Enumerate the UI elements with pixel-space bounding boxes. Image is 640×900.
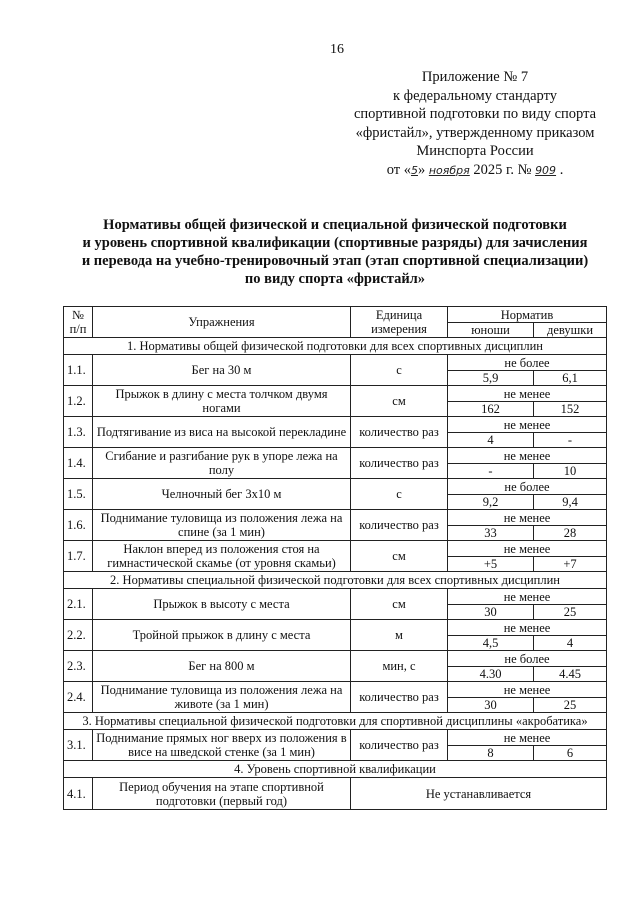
row-number: 2.2.	[64, 620, 93, 651]
table-row	[64, 417, 607, 433]
appendix-line: к федеральному стандарту	[393, 87, 557, 104]
norm-condition: не менее	[448, 386, 607, 402]
exercise-name: Поднимание туловища из положения лежа на спине (за 1 мин)	[93, 510, 351, 541]
exercise-name: Прыжок в высоту с места	[93, 589, 351, 620]
table-row	[64, 730, 607, 746]
boys-value: 4	[448, 433, 534, 448]
table-row	[64, 448, 607, 464]
boys-value: 4,5	[448, 636, 534, 651]
norm-condition: не менее	[448, 589, 607, 605]
norm-condition: не более	[448, 479, 607, 495]
header-exercise: Упражнения	[93, 307, 351, 338]
exercise-name: Прыжок в длину с места толчком двумя ногами	[93, 386, 351, 417]
header-unit: Единица измерения	[351, 307, 448, 338]
title-line: по виду спорта «фристайл»	[244, 271, 426, 287]
section-title: 2. Нормативы специальной физической подготовки для всех спортивных дисциплин	[64, 572, 607, 589]
unit: количество раз	[351, 448, 448, 479]
exercise-name: Поднимание прямых ног вверх из положения в висе на шведской стенке (за 1 мин)	[93, 730, 351, 761]
handwritten-order-number: 909	[535, 163, 557, 177]
row-number: 1.6.	[64, 510, 93, 541]
row-number: 2.4.	[64, 682, 93, 713]
header-num: № п/п	[64, 307, 93, 338]
date-prefix: от «	[386, 161, 411, 178]
page-number: 16	[330, 42, 344, 57]
norm-condition: не менее	[448, 730, 607, 746]
exercise-name: Тройной прыжок в длину с места	[93, 620, 351, 651]
boys-value: 9,2	[448, 495, 534, 510]
appendix-block	[340, 68, 610, 180]
table-row	[64, 682, 607, 698]
date-year: 2025 г. №	[473, 161, 532, 178]
exercise-name: Подтягивание из виса на высокой перекладине	[93, 417, 351, 448]
boys-value: 4.30	[448, 667, 534, 682]
title-line: Нормативы общей физической и специальной физической подготовки	[103, 217, 567, 233]
unit: количество раз	[351, 417, 448, 448]
unit: с	[351, 355, 448, 386]
row-number: 1.1.	[64, 355, 93, 386]
girls-value: 152	[534, 402, 607, 417]
table-row	[64, 651, 607, 667]
norm-condition: не менее	[448, 448, 607, 464]
table-row	[64, 589, 607, 605]
boys-value: 33	[448, 526, 534, 541]
unit: см	[351, 589, 448, 620]
boys-value: 30	[448, 605, 534, 620]
unit: количество раз	[351, 510, 448, 541]
row-number: 2.3.	[64, 651, 93, 682]
boys-value: 162	[448, 402, 534, 417]
document-title	[60, 216, 610, 288]
girls-value: 4.45	[534, 667, 607, 682]
table-row	[64, 620, 607, 636]
row-number: 1.4.	[64, 448, 93, 479]
row-number: 1.7.	[64, 541, 93, 572]
title-line: и перевода на учебно-тренировочный этап (этап спортивной специализации)	[81, 253, 589, 269]
date-suffix: .	[559, 161, 564, 178]
section-header-row	[64, 338, 607, 355]
handwritten-month: ноября	[428, 163, 470, 177]
norm-condition: не более	[448, 651, 607, 667]
table-row	[64, 510, 607, 526]
girls-value: 25	[534, 605, 607, 620]
boys-value: 30	[448, 698, 534, 713]
norm-condition: не менее	[448, 682, 607, 698]
girls-value: +7	[534, 557, 607, 572]
boys-value: 5,9	[448, 371, 534, 386]
row-number: 3.1.	[64, 730, 93, 761]
title-line: и уровень спортивной квалификации (спортивные разряды) для зачисления	[82, 235, 588, 251]
girls-value: 25	[534, 698, 607, 713]
header-girls: девушки	[534, 323, 607, 338]
unit: м	[351, 620, 448, 651]
girls-value: 6,1	[534, 371, 607, 386]
row-number: 1.5.	[64, 479, 93, 510]
section-header-row	[64, 761, 607, 778]
table-row	[64, 778, 607, 810]
section-title: 3. Нормативы специальной физической подготовки для спортивной дисциплины «акробатика»	[64, 713, 607, 730]
exercise-name: Бег на 800 м	[93, 651, 351, 682]
girls-value: 4	[534, 636, 607, 651]
header-norm: Норматив	[448, 307, 607, 323]
appendix-line: Минспорта России	[416, 143, 534, 159]
section-title: 1. Нормативы общей физической подготовки для всех спортивных дисциплин	[64, 338, 607, 355]
norm-condition: не менее	[448, 510, 607, 526]
date-mid: »	[417, 161, 426, 178]
boys-value: +5	[448, 557, 534, 572]
girls-value: 9,4	[534, 495, 607, 510]
appendix-line: «фристайл», утвержденному приказом	[355, 124, 595, 141]
girls-value: -	[534, 433, 607, 448]
unit: количество раз	[351, 730, 448, 761]
row-number: 4.1.	[64, 778, 93, 810]
section-header-row	[64, 713, 607, 730]
handwritten-day: 5	[410, 163, 418, 177]
standards-table	[63, 306, 607, 810]
exercise-name: Период обучения на этапе спортивной подготовки (первый год)	[93, 778, 351, 810]
table-row	[64, 479, 607, 495]
unit: мин, с	[351, 651, 448, 682]
girls-value: 28	[534, 526, 607, 541]
appendix-date-line	[340, 161, 610, 181]
boys-value: 8	[448, 746, 534, 761]
exercise-name: Наклон вперед из положения стоя на гимнастической скамье (от уровня скамьи)	[93, 541, 351, 572]
norm-condition: не менее	[448, 417, 607, 433]
norm-value: Не устанавливается	[351, 778, 607, 810]
exercise-name: Поднимание туловища из положения лежа на животе (за 1 мин)	[93, 682, 351, 713]
exercise-name: Сгибание и разгибание рук в упоре лежа на полу	[93, 448, 351, 479]
girls-value: 6	[534, 746, 607, 761]
norm-condition: не менее	[448, 541, 607, 557]
table-row	[64, 386, 607, 402]
table-row	[64, 355, 607, 371]
section-title: 4. Уровень спортивной квалификации	[64, 761, 607, 778]
exercise-name: Челночный бег 3x10 м	[93, 479, 351, 510]
header-boys: юноши	[448, 323, 534, 338]
exercise-name: Бег на 30 м	[93, 355, 351, 386]
norm-condition: не менее	[448, 620, 607, 636]
row-number: 1.3.	[64, 417, 93, 448]
unit: количество раз	[351, 682, 448, 713]
unit: см	[351, 541, 448, 572]
section-header-row	[64, 572, 607, 589]
appendix-line: спортивной подготовки по виду спорта	[353, 106, 597, 122]
table-row	[64, 541, 607, 557]
row-number: 2.1.	[64, 589, 93, 620]
girls-value: 10	[534, 464, 607, 479]
norm-condition: не более	[448, 355, 607, 371]
unit: см	[351, 386, 448, 417]
unit: с	[351, 479, 448, 510]
row-number: 1.2.	[64, 386, 93, 417]
appendix-line: Приложение № 7	[421, 69, 529, 85]
boys-value: -	[448, 464, 534, 479]
